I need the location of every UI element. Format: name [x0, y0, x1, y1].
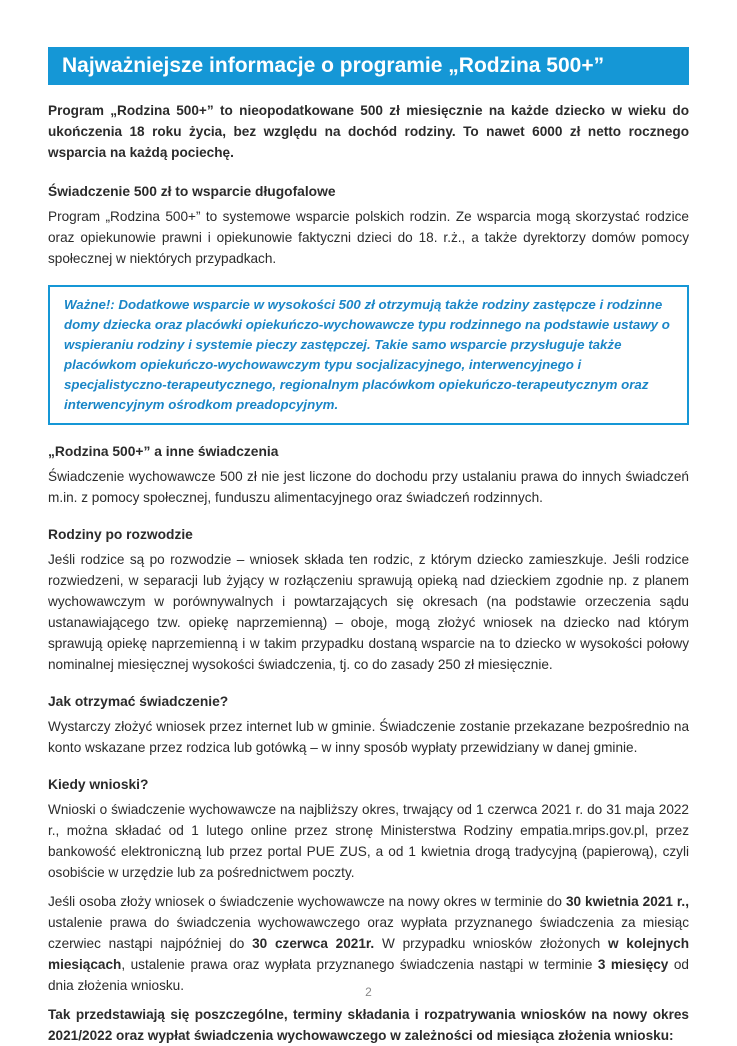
text-run: Jeśli osoba złoży wniosek o świadczenie wychowawcze na nowy okres w terminie do: [48, 894, 566, 909]
page-title: Najważniejsze informacje o programie „Rodzina 500+”: [62, 54, 605, 77]
section-body-2: [48, 891, 689, 996]
section-heading: Świadczenie 500 zł to wsparcie długofalowe: [48, 184, 336, 199]
page-number: 2: [365, 985, 372, 999]
section-heading: „Rodzina 500+” a inne świadczenia: [48, 444, 279, 459]
important-note-box: [48, 285, 689, 425]
deadline-june: 30 czerwca 2021r.: [252, 936, 375, 951]
important-note-text: Ważne!: Dodatkowe wsparcie w wysokości 500 zł otrzymują także rodziny zastępcze i rodzinne domy dziecka oraz placówki opiekuńczo-wychowawcze typu rodzinnego na podstawie ustawy o wspieraniu rodziny i systemie pieczy zastępczej. Takie samo wsparcie przysługuje także placówkom opiekuńczo-wychowawczym typu socjalizacyjnego, interwencyjnego i specjalistyczno-terapeutycznego, regionalnym placówkom opiekuńczo-terapeutycznym oraz interwencyjnym ośrodkom preadopcyjnym.: [64, 297, 670, 412]
text-run: ustalenie prawa do świadczenia wychowawczego oraz wypłata przyznanego świadczenia za miesiąc czerwiec nastąpi najpóźniej do: [48, 915, 689, 951]
final-paragraph: Tak przedstawiają się poszczególne, terminy składania i rozpatrywania wniosków na nowy okres 2021/2022 oraz wypłat świadczenia wychowawczego w zależności od miesiąca złożenia wniosku:: [48, 1007, 689, 1043]
document-body: [48, 100, 689, 1046]
section-heading: Jak otrzymać świadczenie?: [48, 694, 229, 709]
text-run: W przypadku wniosków złożonych: [374, 936, 608, 951]
section-body: Wystarczy złożyć wniosek przez internet lub w gminie. Świadczenie zostanie przekazane bezpośrednio na konto wskazane przez rodzica lub gotówką – w inny sposób wypłaty przewidziany w danej gminie.: [48, 719, 689, 755]
section-body: Jeśli rodzice są po rozwodzie – wniosek składa ten rodzic, z którym dziecko zamieszkuje. Jeśli rodzice rozwiedzeni, w separacji lub żyjący w rozłączeniu sprawują opieką nad dzieckiem zgodnie np. z planem wychowawczym w porównywalnych i powtarzających się okresach (na podstawie orzeczenia sądu ustanawiającego tzw. opiekę naprzemienną) – oboje, mogą złożyć wniosek na dziecko nad którym sprawują opiekę naprzemienną i w takim przypadku dostaną wsparcie na to dziecko w wysokości połowy nominalnej miesięcznej wysokości świadczenia, tj. co do zasady 250 zł miesięcznie.: [48, 552, 689, 672]
section-other-benefits: [48, 441, 689, 508]
section-body: Świadczenie wychowawcze 500 zł nie jest liczone do dochodu przy ustalaniu prawa do innych świadczeń m.in. z pomocy społecznej, funduszu alimentacyjnego oraz świadczeń rodzinnych.: [48, 469, 689, 505]
section-how-to: [48, 691, 689, 758]
page-title-banner: [48, 47, 689, 85]
three-months: 3 miesięcy: [597, 957, 669, 972]
section-heading: Rodziny po rozwodzie: [48, 527, 193, 542]
section-body: Program „Rodzina 500+” to systemowe wsparcie polskich rodzin. Ze wsparcia mogą skorzystać rodzice oraz opiekunowie prawni i opiekunowie faktyczni dzieci do 18. r.ż., a także dyrektorzy domów pomocy społecznej w niektórych przypadkach.: [48, 209, 689, 266]
lead-paragraph: Program „Rodzina 500+” to nieopodatkowane 500 zł miesięcznie na każde dziecko w wieku do ukończenia 18 roku życia, bez względu na dochód rodziny. To nawet 6000 zł netto rocznego wsparcia na każdą pociechę.: [48, 103, 689, 160]
section-heading: Kiedy wnioski?: [48, 777, 149, 792]
text-run: od dnia złożenia wniosku.: [48, 957, 689, 993]
text-run: , ustalenie prawa oraz wypłata przyznanego świadczenia nastąpi w terminie: [121, 957, 598, 972]
section-when: [48, 774, 689, 1046]
later-months: w kolejnych miesiącach: [48, 936, 690, 972]
deadline-april: 30 kwietnia 2021 r.,: [565, 894, 689, 909]
section-body-1: Wnioski o świadczenie wychowawcze na najbliższy okres, trwający od 1 czerwca 2021 r. do 31 maja 2022 r., można składać od 1 lutego online przez stronę Ministerstwa Rodziny empatia.mrips.gov.pl, przez bankowość elektroniczną lub przez portal PUE ZUS, a od 1 kwietnia drogą tradycyjną (papierową), czyli osobiście w urzędzie lub za pośrednictwem poczty.: [48, 802, 689, 880]
section-divorce: [48, 524, 689, 675]
section-longterm: [48, 181, 689, 269]
